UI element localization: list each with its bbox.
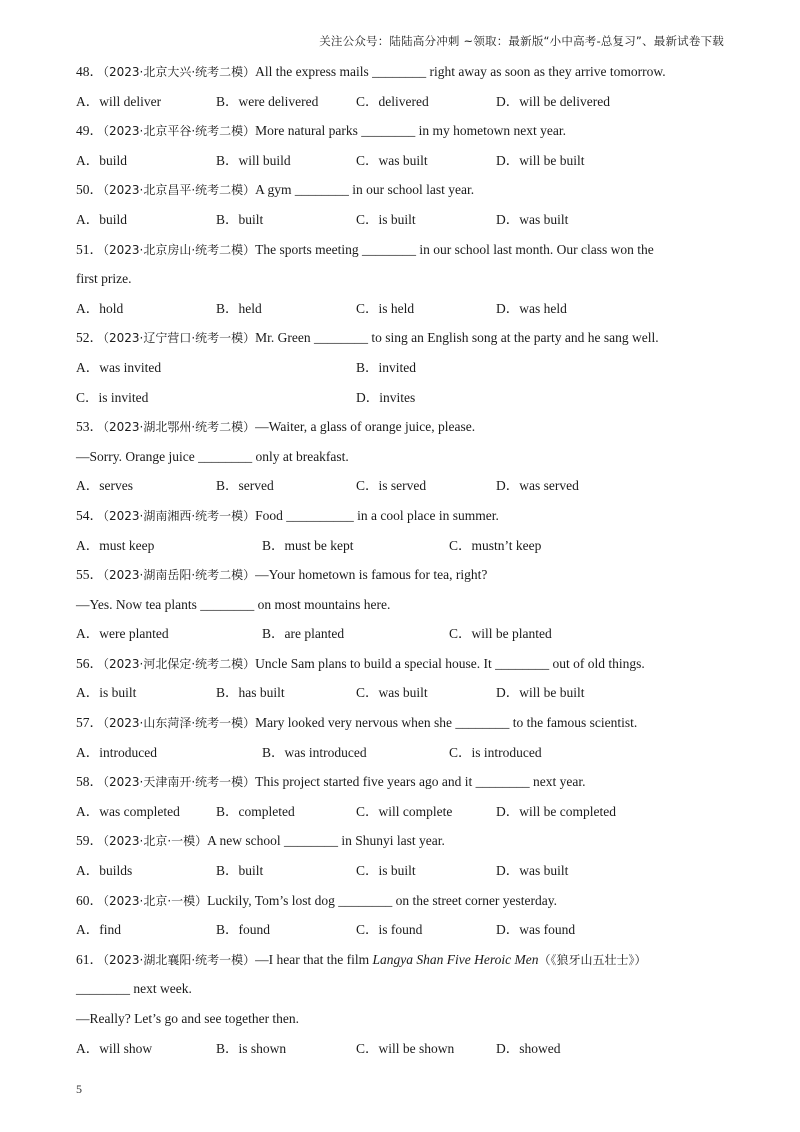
question-49: [76, 116, 736, 146]
option-d[interactable]: D．was built: [496, 211, 569, 227]
option-a[interactable]: A．builds: [76, 863, 133, 879]
option-b[interactable]: B．served: [216, 478, 274, 494]
option-a[interactable]: A．build: [76, 152, 128, 168]
chinese-title: （《狼牙山五壮士》）: [538, 952, 647, 967]
question-text: [255, 952, 646, 967]
option-a[interactable]: A．find: [76, 922, 121, 938]
option-b[interactable]: B．will build: [216, 152, 291, 168]
question-continuation: first prize.: [76, 271, 132, 287]
option-b[interactable]: B．completed: [216, 803, 295, 819]
option-b[interactable]: B．built: [216, 863, 264, 879]
question-number: 58．: [76, 774, 103, 790]
film-title: Langya Shan Five Heroic Men: [372, 951, 539, 967]
option-d[interactable]: D．will be built: [496, 152, 585, 168]
page-header: 关注公众号：陆陆高分冲刺 ~领取：最新版“小中高考-总复习”、最新试卷下载: [319, 34, 724, 48]
option-c[interactable]: C．delivered: [356, 93, 429, 109]
option-b[interactable]: B．were delivered: [216, 93, 319, 109]
option-d[interactable]: D．showed: [496, 1040, 561, 1056]
option-c[interactable]: C．is held: [356, 300, 415, 316]
question-number: 59．: [76, 833, 103, 849]
question-text: All the express mails ________ right away as soon as they arrive tomorrow.: [255, 64, 666, 79]
question-text: This project started five years ago and it ________ next year.: [255, 774, 586, 790]
question-55: [76, 560, 736, 590]
option-b[interactable]: B．must be kept: [262, 537, 354, 553]
option-c[interactable]: C．is found: [356, 922, 423, 938]
question-source: （2023·辽宁营口·统考一模）: [103, 331, 256, 346]
question-53: [76, 412, 736, 442]
question-source: （2023·天津南开·统考一模）: [103, 775, 256, 790]
option-d[interactable]: D．will be delivered: [496, 93, 610, 109]
question-source: （2023·北京·一模）: [103, 893, 208, 908]
question-source: （2023·北京·一模）: [103, 834, 208, 849]
option-b[interactable]: B．is shown: [216, 1040, 287, 1056]
question-continuation: —Yes. Now tea plants ________ on most mountains here.: [76, 596, 391, 612]
option-b[interactable]: B．are planted: [262, 626, 345, 642]
option-a[interactable]: A．must keep: [76, 537, 155, 553]
page-number: 5: [76, 1082, 82, 1096]
option-a[interactable]: A．serves: [76, 478, 133, 494]
question-61: [76, 945, 736, 975]
question-number: 53．: [76, 419, 103, 435]
question-list: [76, 57, 736, 1063]
options-59: [76, 856, 736, 886]
options-54: [76, 531, 736, 561]
option-b[interactable]: B．has built: [216, 685, 285, 701]
question-number: 61．: [76, 951, 103, 967]
option-c[interactable]: C．is introduced: [449, 744, 542, 760]
options-61: [76, 1034, 736, 1064]
question-text: —Waiter, a glass of orange juice, please.: [255, 419, 476, 435]
option-a[interactable]: A．build: [76, 211, 128, 227]
question-58: [76, 767, 736, 797]
option-d[interactable]: D．will be built: [496, 685, 585, 701]
option-d[interactable]: D．was served: [496, 478, 579, 494]
question-source: （2023·河北保定·统考二模）: [103, 656, 256, 671]
question-text: Luckily, Tom’s lost dog ________ on the street corner yesterday.: [207, 892, 558, 908]
question-56: [76, 649, 736, 679]
options-53: [76, 471, 736, 501]
question-text: A gym ________ in our school last year.: [255, 182, 475, 198]
option-a[interactable]: A．introduced: [76, 744, 157, 760]
question-50: [76, 175, 736, 205]
options-58: [76, 797, 736, 827]
question-number: 51．: [76, 241, 103, 257]
option-a[interactable]: A．were planted: [76, 626, 169, 642]
question-source: （2023·湖南湘西·统考一模）: [103, 508, 256, 523]
option-c[interactable]: C．will complete: [356, 803, 453, 819]
option-a[interactable]: A．is built: [76, 685, 137, 701]
question-source: （2023·北京昌平·统考二模）: [103, 183, 256, 198]
question-text: —Your hometown is famous for tea, right?: [255, 567, 488, 583]
question-source: （2023·北京平谷·统考二模）: [103, 124, 256, 139]
question-text: More natural parks ________ in my hometown next year.: [255, 123, 566, 139]
option-c[interactable]: C．is served: [356, 478, 427, 494]
question-57: [76, 708, 736, 738]
question-number: 57．: [76, 715, 103, 731]
question-text: Uncle Sam plans to build a special house. It ________ out of old things.: [255, 655, 645, 671]
question-number: 56．: [76, 655, 103, 671]
option-c[interactable]: C．was built: [356, 685, 428, 701]
options-50: [76, 205, 736, 235]
question-number: 48．: [76, 64, 103, 79]
question-source: （2023·北京大兴·统考二模）: [103, 65, 256, 79]
option-a[interactable]: A．hold: [76, 300, 124, 316]
options-49: [76, 146, 736, 176]
question-text: Food __________ in a cool place in summer.: [255, 507, 499, 523]
question-text: Mary looked very nervous when she ________ to the famous scientist.: [255, 715, 638, 731]
option-d[interactable]: D．was held: [496, 300, 567, 316]
options-51: [76, 294, 736, 324]
question-number: 60．: [76, 892, 103, 908]
question-continuation: ________ next week.: [76, 981, 192, 997]
option-b[interactable]: B．found: [216, 922, 270, 938]
question-text: The sports meeting ________ in our school last month. Our class won the: [255, 241, 654, 257]
options-55: [76, 619, 736, 649]
question-text: A new school ________ in Shunyi last year.: [207, 833, 445, 849]
option-c[interactable]: C．is built: [356, 863, 416, 879]
question-number: 54．: [76, 507, 103, 523]
option-d[interactable]: D．invites: [356, 389, 416, 405]
options-52-row2: [76, 383, 736, 413]
option-c[interactable]: C．is built: [356, 211, 416, 227]
question-number: 49．: [76, 123, 103, 139]
option-d[interactable]: D．was found: [496, 922, 576, 938]
question-text-pre: —I hear that the film: [255, 951, 373, 967]
question-source: （2023·湖北鄂州·统考二模）: [103, 420, 256, 435]
option-c[interactable]: C．was built: [356, 152, 428, 168]
options-60: [76, 915, 736, 945]
options-56: [76, 678, 736, 708]
question-54: [76, 501, 736, 531]
options-57: [76, 738, 736, 768]
question-51: [76, 235, 736, 265]
options-52-row1: [76, 353, 736, 383]
option-c[interactable]: C．will be planted: [449, 626, 552, 642]
question-source: （2023·湖北襄阳·统考一模）: [103, 952, 256, 967]
options-48: [76, 87, 736, 117]
question-source: （2023·山东菏泽·统考一模）: [103, 716, 256, 731]
option-b[interactable]: B．invited: [356, 359, 416, 375]
option-a[interactable]: A．was invited: [76, 359, 162, 375]
question-source: （2023·湖南岳阳·统考二模）: [103, 568, 256, 583]
question-59: [76, 826, 736, 856]
option-a[interactable]: A．will show: [76, 1040, 153, 1056]
question-52: [76, 323, 736, 353]
option-b[interactable]: B．built: [216, 211, 264, 227]
question-source: （2023·北京房山·统考二模）: [103, 242, 256, 257]
option-a[interactable]: A．was completed: [76, 803, 180, 819]
option-a[interactable]: A．will deliver: [76, 93, 162, 109]
question-60: [76, 886, 736, 916]
option-d[interactable]: D．was built: [496, 863, 569, 879]
option-c[interactable]: C．is invited: [76, 389, 149, 405]
option-c[interactable]: C．mustn’t keep: [449, 537, 542, 553]
option-d[interactable]: D．will be completed: [496, 803, 616, 819]
question-continuation: —Sorry. Orange juice ________ only at breakfast.: [76, 448, 349, 464]
question-number: 52．: [76, 330, 103, 346]
question-text: Mr. Green ________ to sing an English song at the party and he sang well.: [255, 330, 659, 346]
option-b[interactable]: B．held: [216, 300, 262, 316]
question-48: [76, 57, 736, 87]
question-number: 55．: [76, 567, 103, 583]
option-b[interactable]: B．was introduced: [262, 744, 367, 760]
question-number: 50．: [76, 182, 103, 198]
option-c[interactable]: C．will be shown: [356, 1040, 455, 1056]
question-continuation-2: —Really? Let’s go and see together then.: [76, 1011, 300, 1026]
